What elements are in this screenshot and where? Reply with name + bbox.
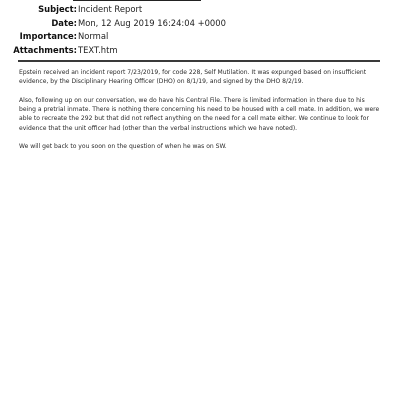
subject-label: Subject: bbox=[38, 4, 77, 14]
email-body bbox=[19, 68, 381, 161]
attachments-value: TEXT.htm bbox=[78, 44, 118, 55]
subject-value: Incident Report bbox=[78, 4, 143, 14]
attachments-label: Attachments: bbox=[13, 44, 77, 55]
email-header bbox=[0, 3, 400, 57]
importance-value: Normal bbox=[78, 31, 109, 41]
body-paragraph-1: Epstein received an incident report 7/23/2019, for code 228, Self Mutilation. It was expunged based on insufficient evidence, by the Disciplinary Hearing Officer (DHO) on 8/1/19, and signed by the DHO 8/2/19. bbox=[19, 69, 367, 86]
top-rule bbox=[73, 0, 201, 1]
body-paragraph-2: Also, following up on our conversation, we do have his Central File. There is limited information in there due to his being a pretrial inmate. There is nothing there concerning his need to be housed with a cell mate. In addition, we were able to recreate the 292 but that did not reflect anything on the need for a cell mate either. We continue to look for evidence that the unit officer had (other than the verbal instructions which we have noted). bbox=[19, 96, 380, 132]
importance-label: Importance: bbox=[19, 31, 77, 41]
date-label: Date: bbox=[51, 17, 77, 28]
header-divider bbox=[18, 60, 380, 62]
date-row bbox=[0, 17, 400, 31]
body-paragraph-3: We will get back to you soon on the question of when he was on SW. bbox=[19, 143, 227, 151]
date-value: Mon, 12 Aug 2019 16:24:04 +0000 bbox=[78, 17, 226, 28]
subject-row bbox=[0, 3, 400, 17]
attachments-row bbox=[0, 44, 400, 58]
importance-row bbox=[0, 30, 400, 44]
